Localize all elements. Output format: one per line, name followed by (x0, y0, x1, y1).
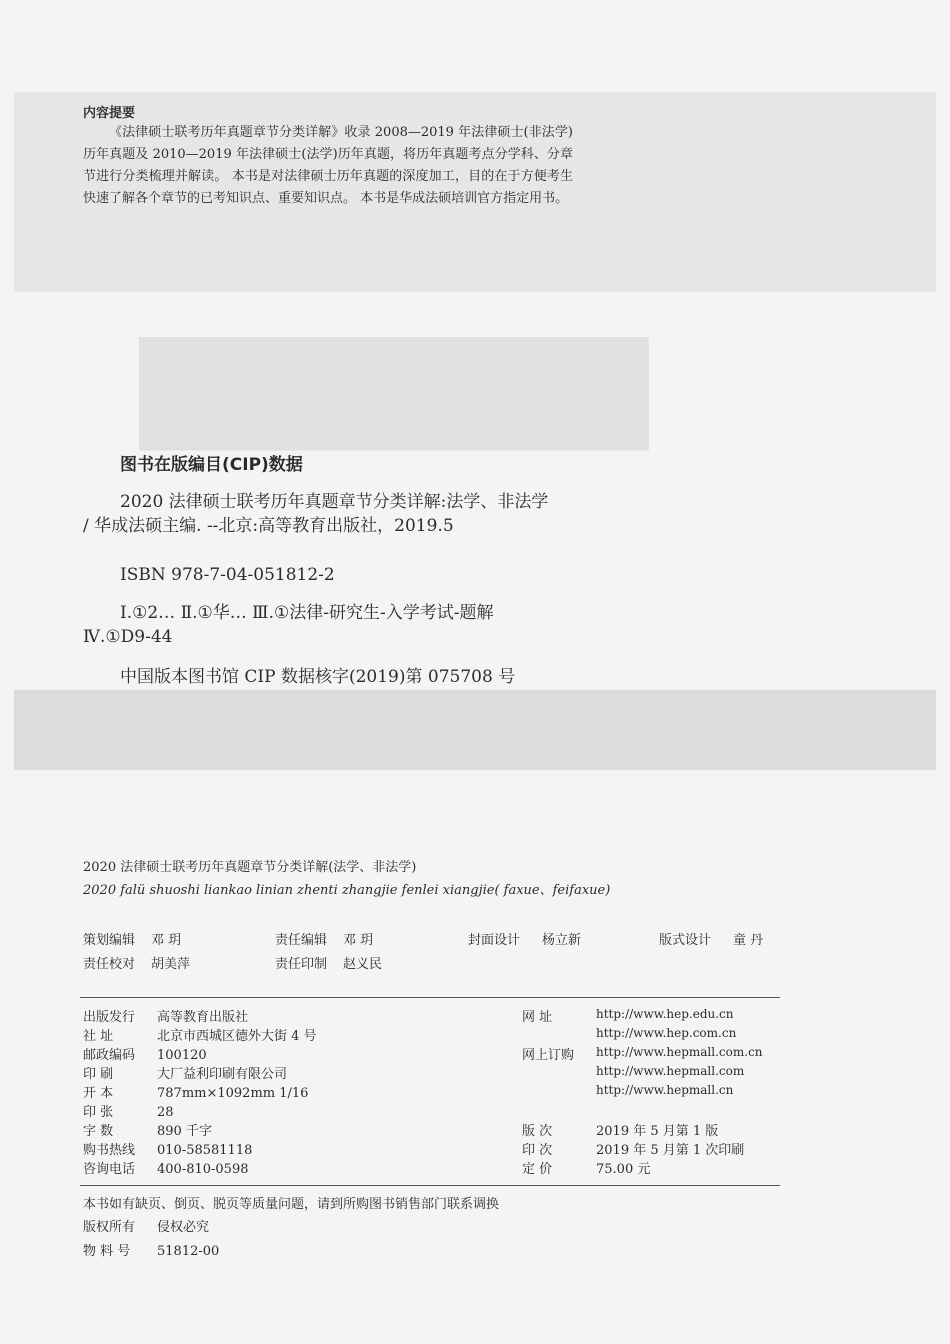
website-link[interactable]: http://www.hep.com.cn (596, 1026, 737, 1040)
website-link[interactable]: http://www.hep.edu.cn (596, 1007, 734, 1021)
cip-number: 中国版本图书馆 CIP 数据核字(2019)第 075708 号 (120, 667, 516, 687)
pub-row: 字 数 890 千字 (83, 1124, 212, 1139)
credit-responsible-editor: 责任编辑 邓 玥 (275, 933, 374, 948)
online-order-link[interactable]: http://www.hepmall.com (596, 1064, 745, 1078)
pub-row: 开 本 787mm×1092mm 1/16 (83, 1086, 309, 1101)
credit-print-supervisor: 责任印制 赵义民 (275, 957, 383, 972)
pub-row: 印 张 28 (83, 1105, 174, 1120)
divider (80, 1185, 780, 1186)
material-number: 物 料 号 51812-00 (83, 1244, 220, 1259)
background-watermark: ▇▇▇▇▇▇ (140, 320, 648, 449)
cip-description: 2020 法律硕士联考历年真题章节分类详解:法学、非法学 / 华成法硕主编. --北京:高等教育出版社，2019.5 (83, 492, 549, 536)
pub-row: 社 址 北京市西城区德外大街 4 号 (83, 1029, 317, 1044)
cip-heading: 图书在版编目(CIP)数据 (120, 455, 303, 475)
cip-classification: Ⅰ.①2… Ⅱ.①华… Ⅲ.①法律-研究生-入学考试-题解 Ⅳ.①D9-44 (83, 603, 494, 647)
credit-cover-design: 封面设计 杨立新 (468, 933, 582, 948)
pub-row: 出版发行 高等教育出版社 (83, 1010, 249, 1025)
credit-layout-design: 版式设计 童 丹 (659, 933, 764, 948)
cip-isbn: ISBN 978-7-04-051812-2 (120, 565, 335, 585)
online-order-label: 网上订购 (522, 1048, 575, 1063)
printing: 印 次 2019 年 5 月第 1 次印刷 (522, 1143, 745, 1158)
online-order-link[interactable]: http://www.hepmall.com.cn (596, 1045, 763, 1059)
credit-proofreader: 责任校对 胡美萍 (83, 957, 191, 972)
pub-row: 咨询电话 400-810-0598 (83, 1162, 249, 1177)
copyright-notice: 版权所有 侵权必究 (83, 1220, 210, 1235)
pub-row: 印 刷 大厂益利印刷有限公司 (83, 1067, 288, 1082)
online-order-link[interactable]: http://www.hepmall.cn (596, 1083, 734, 1097)
abstract-heading: 内容提要 (83, 106, 136, 121)
pub-row: 购书热线 010-58581118 (83, 1143, 253, 1158)
book-title-pinyin: 2020 falü shuoshi liankao linian zhenti zhangjie fenlei xiangjie( faxue、feifaxue) (83, 883, 611, 898)
credit-planning-editor: 策划编辑 邓 玥 (83, 933, 182, 948)
book-title-chinese: 2020 法律硕士联考历年真题章节分类详解(法学、非法学) (83, 860, 417, 875)
price: 定 价 75.00 元 (522, 1162, 651, 1177)
website-label: 网 址 (522, 1010, 553, 1025)
background-band (14, 690, 936, 770)
edition: 版 次 2019 年 5 月第 1 版 (522, 1124, 719, 1139)
abstract-body: 《法律硕士联考历年真题章节分类详解》收录 2008—2019 年法律硕士(非法学)历年真题及 2010—2019 年法律硕士(法学)历年真题，将历年真题考点分学科、分章节进行分类梳理并解读。 本书是对法律硕士历年真题的深度加工，目的在于方便考生快速了解各个章节的已考知识点、重要知识点。 本书是华成法硕培训官方指定用书。 (83, 125, 573, 206)
divider (80, 997, 780, 998)
quality-notice: 本书如有缺页、倒页、脱页等质量问题，请到所购图书销售部门联系调换 (83, 1197, 500, 1212)
pub-row: 邮政编码 100120 (83, 1048, 207, 1063)
